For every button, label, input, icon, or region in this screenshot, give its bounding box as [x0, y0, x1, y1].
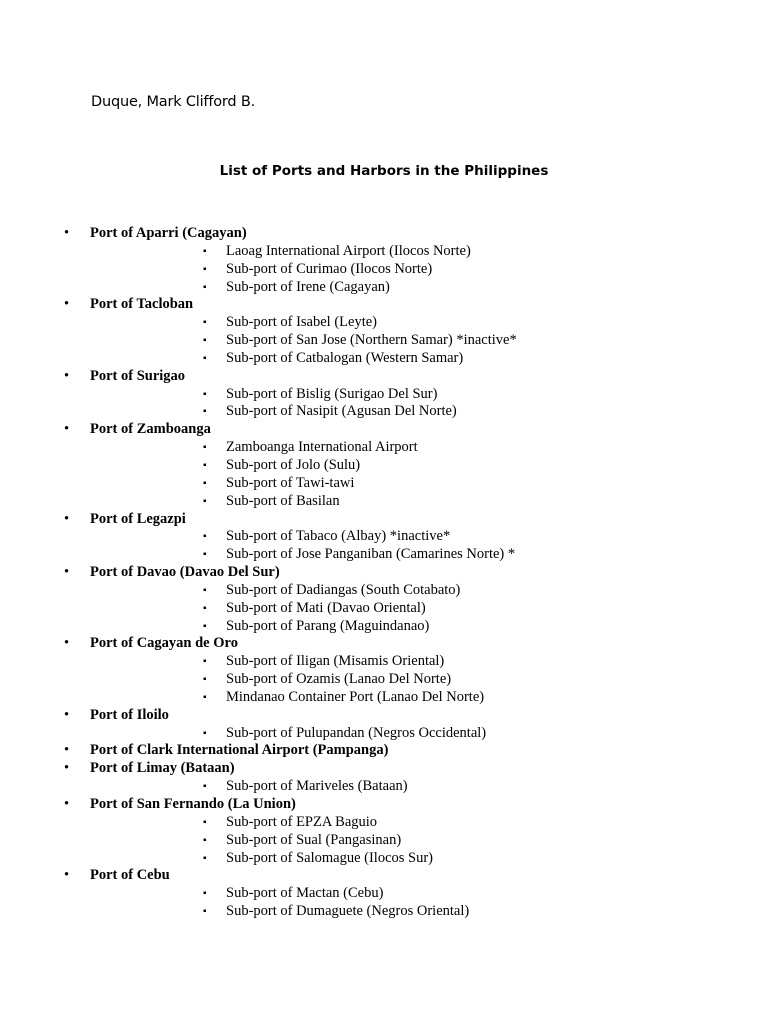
sub-port-label: Mindanao Container Port (Lanao Del Norte): [226, 688, 485, 705]
bullet-icon: •: [64, 635, 70, 652]
sub-port-item: [0, 493, 768, 511]
sub-port-label: Sub-port of Curimao (Ilocos Norte): [226, 260, 433, 277]
square-bullet-icon: ▪: [203, 442, 207, 454]
sub-port-item: [0, 778, 768, 796]
sub-port-label: Sub-port of Mariveles (Bataan): [226, 778, 408, 795]
port-label: Port of Clark International Airport (Pampanga): [90, 742, 389, 759]
sub-port-item: [0, 403, 768, 421]
sub-port-item: [0, 689, 768, 707]
port-label: Port of Aparri (Cagayan): [90, 225, 247, 241]
sub-port-label: Sub-port of EPZA Baguio: [226, 813, 378, 830]
square-bullet-icon: ▪: [203, 531, 207, 543]
sub-port-label: Laoag International Airport (Ilocos Norte): [226, 242, 471, 259]
square-bullet-icon: ▪: [203, 406, 207, 418]
port-label: Port of Iloilo: [90, 706, 169, 723]
sub-port-item: [0, 832, 768, 850]
port-label: Port of Davao (Davao Del Sur): [90, 564, 280, 581]
square-bullet-icon: ▪: [203, 245, 207, 257]
sub-port-item: [0, 885, 768, 903]
sub-port-label: Sub-port of Bislig (Surigao Del Sur): [226, 385, 438, 402]
sub-port-label: Sub-port of San Jose (Northern Samar) *inactive*: [226, 332, 517, 349]
sub-port-label: Sub-port of Tawi-tawi: [226, 474, 355, 491]
sub-port-label: Sub-port of Isabel (Leyte): [226, 314, 377, 331]
sub-port-item: [0, 350, 768, 368]
square-bullet-icon: ▪: [203, 834, 207, 846]
bullet-icon: •: [64, 760, 70, 777]
square-bullet-icon: ▪: [203, 674, 207, 686]
sub-port-item: [0, 475, 768, 493]
bullet-icon: •: [64, 510, 70, 527]
sub-port-label: Sub-port of Parang (Maguindanao): [226, 617, 430, 634]
sub-port-label: Sub-port of Iligan (Misamis Oriental): [226, 653, 445, 670]
port-label: Port of Limay (Bataan): [90, 760, 235, 777]
sub-port-label: Sub-port of Ozamis (Lanao Del Norte): [226, 671, 452, 688]
sub-port-item: [0, 850, 768, 868]
bullet-icon: •: [64, 742, 70, 759]
sub-port-label: Sub-port of Pulupandan (Negros Occidental): [226, 724, 487, 741]
port-item: [0, 511, 768, 529]
square-bullet-icon: ▪: [203, 477, 207, 489]
sub-port-item: [0, 528, 768, 546]
sub-port-item: [0, 546, 768, 564]
square-bullet-icon: ▪: [203, 781, 207, 793]
sub-port-item: [0, 261, 768, 279]
port-item: [0, 635, 768, 653]
sub-port-label: Sub-port of Mactan (Cebu): [226, 885, 384, 902]
sub-port-item: [0, 582, 768, 600]
square-bullet-icon: ▪: [203, 602, 207, 614]
sub-port-item: [0, 903, 768, 921]
bullet-icon: •: [64, 706, 70, 723]
port-item: [0, 707, 768, 725]
port-label: Port of Cebu: [90, 867, 170, 884]
square-bullet-icon: ▪: [203, 263, 207, 275]
sub-port-item: [0, 386, 768, 404]
square-bullet-icon: ▪: [203, 727, 207, 739]
bullet-icon: •: [64, 367, 70, 384]
square-bullet-icon: ▪: [203, 691, 207, 703]
sub-port-label: Sub-port of Nasipit (Agusan Del Norte): [226, 403, 457, 420]
square-bullet-icon: ▪: [203, 281, 207, 293]
sub-port-label: Sub-port of Salomague (Ilocos Sur): [226, 849, 433, 866]
sub-port-item: [0, 618, 768, 636]
square-bullet-icon: ▪: [203, 549, 207, 561]
document-title: List of Ports and Harbors in the Philippines: [219, 163, 549, 179]
sub-port-label: Zamboanga International Airport: [226, 439, 418, 456]
sub-port-item: [0, 439, 768, 457]
square-bullet-icon: ▪: [203, 906, 207, 918]
sub-port-item: [0, 457, 768, 475]
port-label: Port of Cagayan de Oro: [90, 635, 238, 652]
port-item: [0, 796, 768, 814]
sub-port-item: [0, 314, 768, 332]
square-bullet-icon: ▪: [203, 335, 207, 347]
sub-port-label: Sub-port of Catbalogan (Western Samar): [226, 349, 464, 366]
port-item: [0, 225, 768, 243]
port-label: Port of Zamboanga: [90, 421, 211, 438]
sub-port-item: [0, 725, 768, 743]
bullet-icon: •: [64, 867, 70, 884]
sub-port-item: [0, 600, 768, 618]
port-item: [0, 760, 768, 778]
port-label: Port of Surigao: [90, 367, 186, 384]
square-bullet-icon: ▪: [203, 459, 207, 471]
bullet-icon: •: [64, 225, 70, 241]
port-item: [0, 742, 768, 760]
sub-port-item: [0, 279, 768, 297]
sub-port-item: [0, 653, 768, 671]
port-item: [0, 564, 768, 582]
port-item: [0, 867, 768, 885]
square-bullet-icon: ▪: [203, 816, 207, 828]
square-bullet-icon: ▪: [203, 352, 207, 364]
bullet-icon: •: [64, 421, 70, 438]
author-name: Duque, Mark Clifford B.: [91, 94, 255, 110]
bullet-icon: •: [64, 564, 70, 581]
port-label: Port of Legazpi: [90, 510, 186, 527]
sub-port-label: Sub-port of Sual (Pangasinan): [226, 831, 402, 848]
square-bullet-icon: ▪: [203, 620, 207, 632]
port-label: Port of Tacloban: [90, 296, 194, 313]
sub-port-item: [0, 671, 768, 689]
bullet-icon: •: [64, 796, 70, 812]
square-bullet-icon: ▪: [203, 495, 207, 507]
sub-port-item: [0, 814, 768, 832]
ports-list: [0, 225, 768, 921]
port-item: [0, 421, 768, 439]
square-bullet-icon: ▪: [203, 584, 207, 596]
sub-port-item: [0, 243, 768, 261]
sub-port-label: Sub-port of Jolo (Sulu): [226, 456, 361, 473]
sub-port-label: Sub-port of Mati (Davao Oriental): [226, 599, 426, 616]
sub-port-label: Sub-port of Basilan: [226, 492, 340, 509]
bullet-icon: •: [64, 296, 70, 313]
square-bullet-icon: ▪: [203, 888, 207, 900]
sub-port-label: Sub-port of Tabaco (Albay) *inactive*: [226, 528, 451, 545]
square-bullet-icon: ▪: [203, 656, 207, 668]
sub-port-item: [0, 332, 768, 350]
sub-port-label: Sub-port of Dadiangas (South Cotabato): [226, 581, 461, 598]
square-bullet-icon: ▪: [203, 317, 207, 329]
sub-port-label: Sub-port of Dumaguete (Negros Oriental): [226, 903, 470, 920]
port-item: [0, 368, 768, 386]
port-item: [0, 296, 768, 314]
sub-port-label: Sub-port of Jose Panganiban (Camarines Norte) *: [226, 546, 516, 563]
square-bullet-icon: ▪: [203, 388, 207, 400]
port-label: Port of San Fernando (La Union): [90, 796, 296, 812]
square-bullet-icon: ▪: [203, 852, 207, 864]
sub-port-label: Sub-port of Irene (Cagayan): [226, 278, 390, 295]
